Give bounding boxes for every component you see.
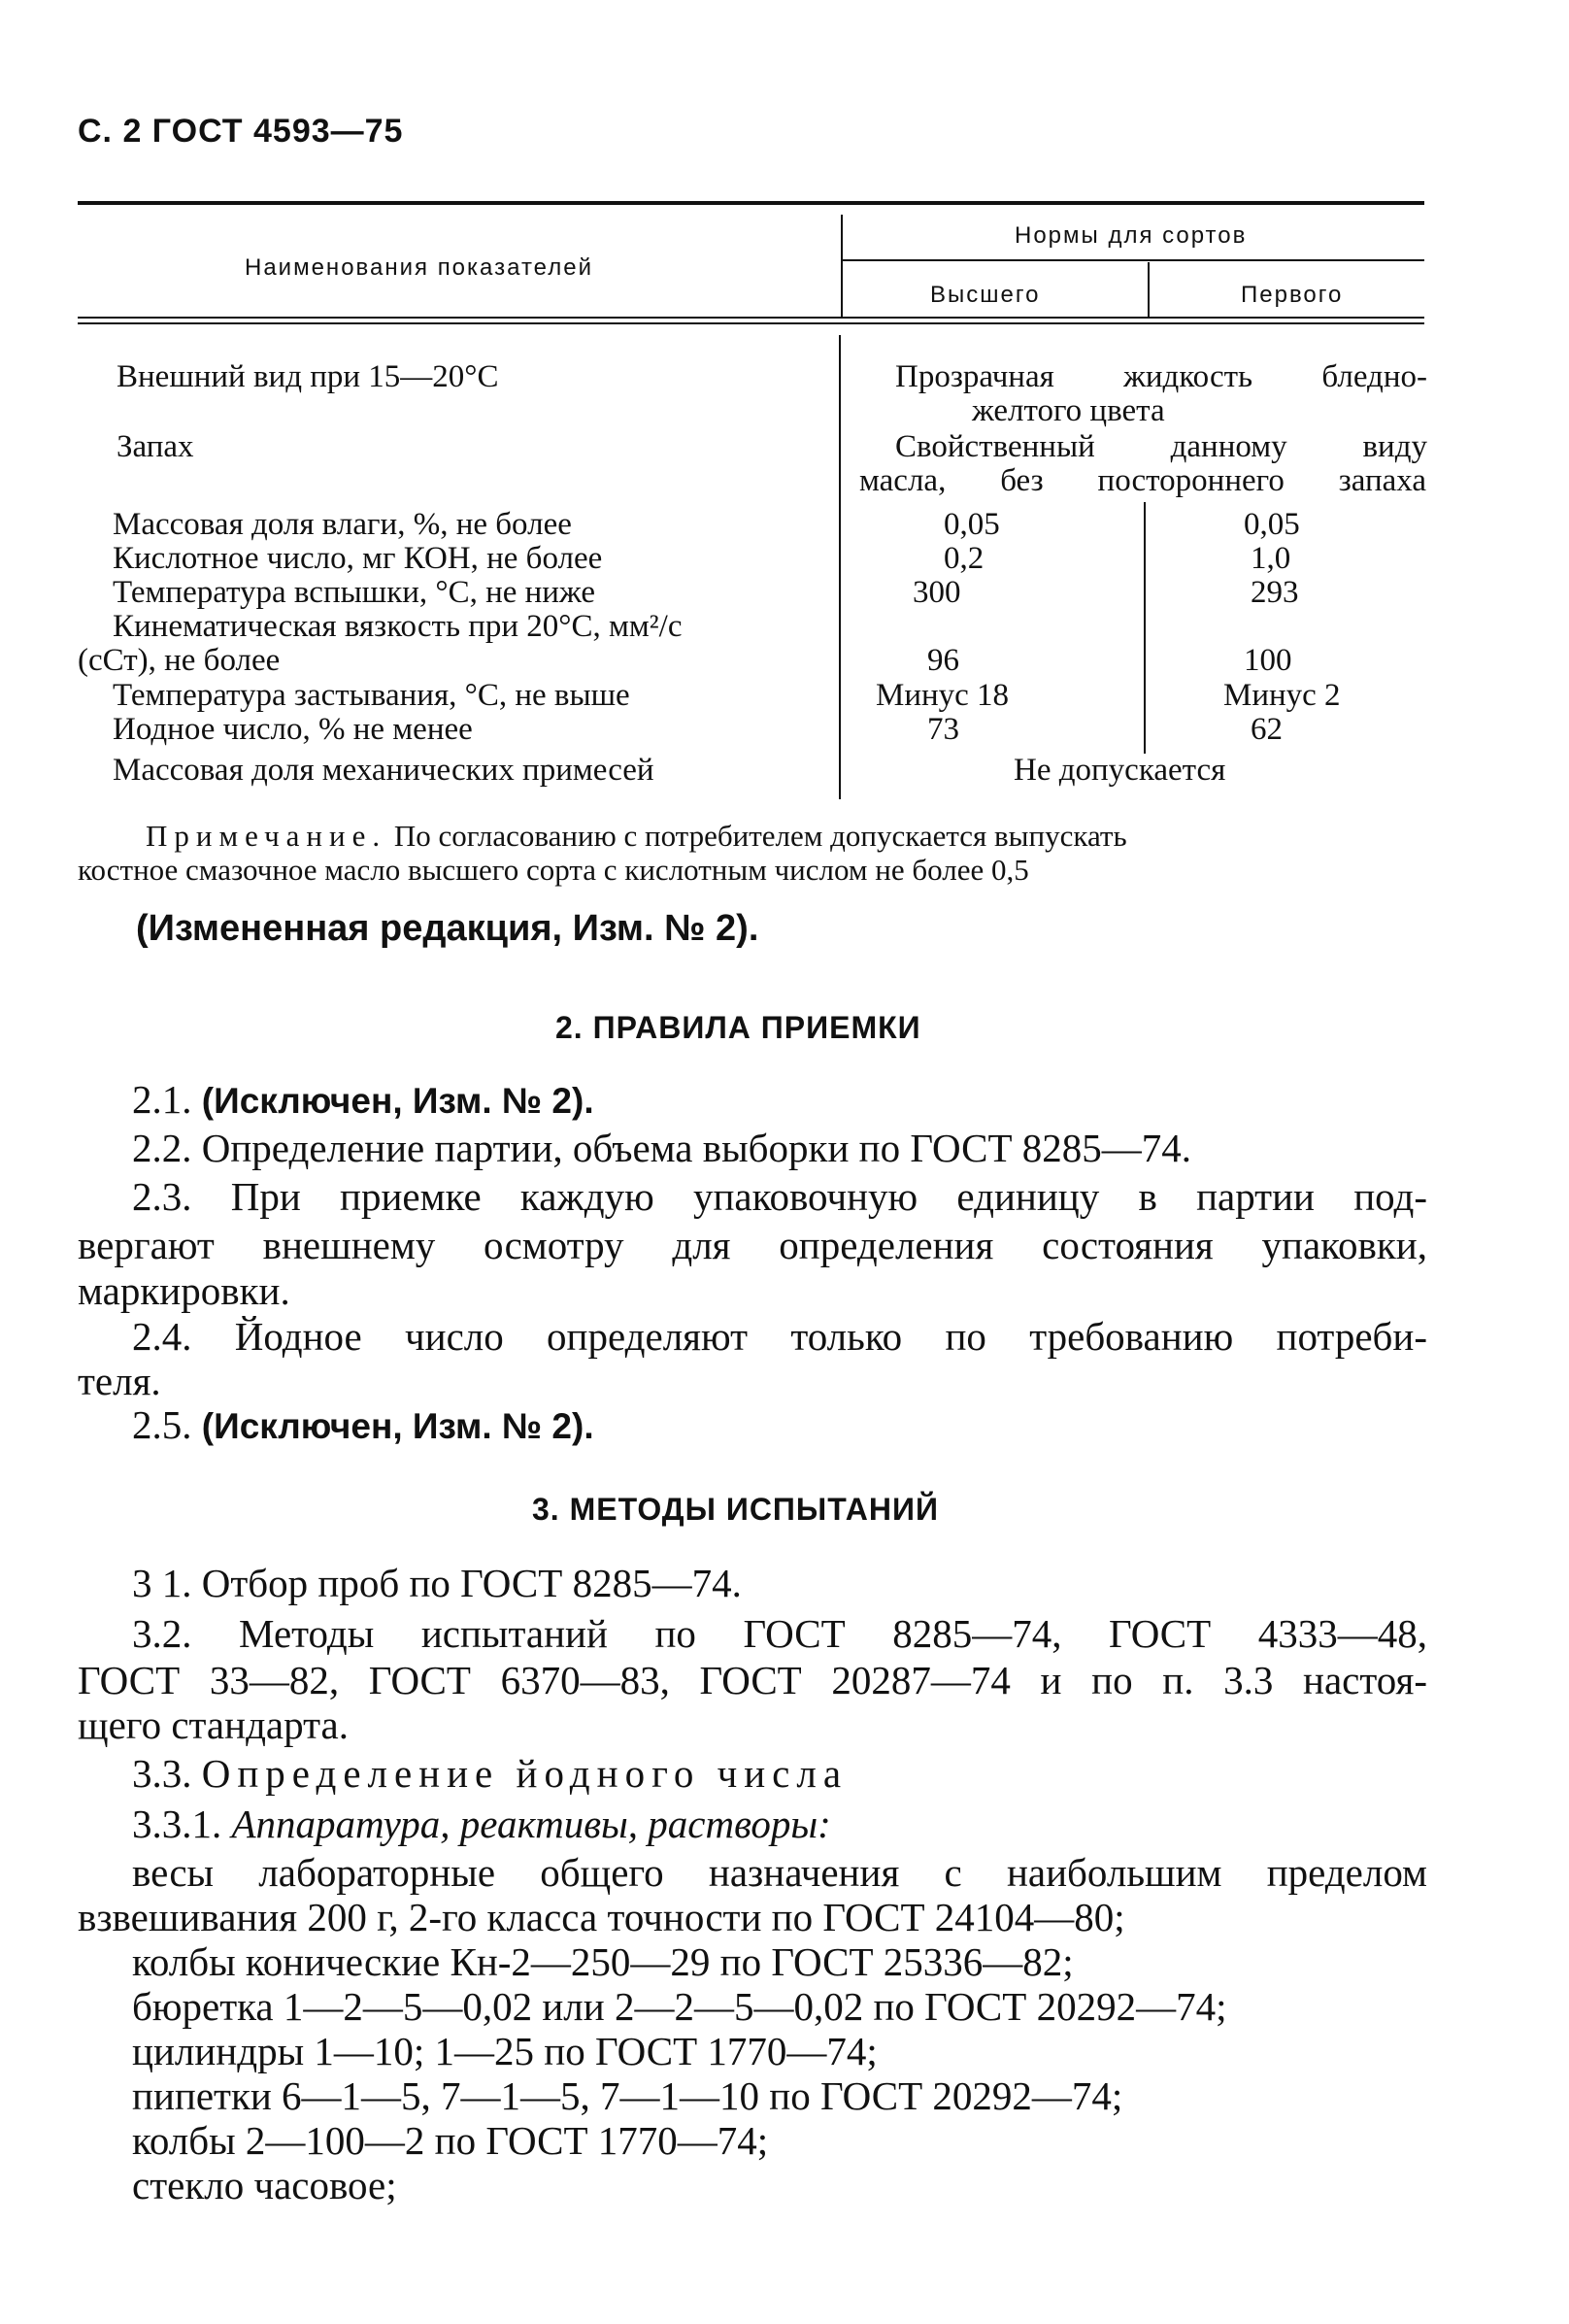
clause-num: 3.3. xyxy=(132,1751,192,1796)
row-impurities-value: Не допускается xyxy=(1014,753,1226,788)
clause-3-2-line1: 3.2. Методы испытаний по ГОСТ 8285—74, ГОСТ 4333—48, xyxy=(132,1611,1427,1656)
row-odor-value-line1: Свойственный данному виду xyxy=(895,429,1427,464)
apparatus-item: бюретка 1—2—5—0,02 или 2—2—5—0,02 по ГОСТ 20292—74; xyxy=(132,1984,1227,2029)
clause-text: При приемке каждую упаковочную единицу в партии под- xyxy=(191,1174,1427,1219)
table-note-line2: костное смазочное масло высшего сорта с кислотным числом не более 0,5 xyxy=(78,853,1029,887)
row-viscosity-name: Кинематическая вязкость при 20°С, мм²/с xyxy=(113,609,683,644)
row-odor-name: Запах xyxy=(117,429,194,464)
row-moisture-high: 0,05 xyxy=(944,507,1000,542)
clause-2-3-line1 xyxy=(132,1171,1427,1222)
row-moisture-name: Массовая доля влаги, %, не более xyxy=(113,507,572,542)
running-header: С. 2 ГОСТ 4593—75 xyxy=(78,113,404,150)
row-pour-point-first: Минус 2 xyxy=(1223,678,1341,713)
row-viscosity-high: 96 xyxy=(927,643,959,678)
table-header-rule-2 xyxy=(78,322,1424,324)
row-odor-value-line2: масла, без постороннего запаха xyxy=(859,463,1426,498)
clause-num: 2.4. xyxy=(132,1314,192,1359)
clause-3-3-1 xyxy=(132,1799,831,1849)
clause-num: 2.5. xyxy=(132,1402,192,1447)
row-pour-point-high: Минус 18 xyxy=(876,678,1010,713)
row-appearance-value-line2: желтого цвета xyxy=(972,393,1165,428)
row-appearance-value-line1: Прозрачная жидкость бледно- xyxy=(895,359,1427,394)
clause-2-2 xyxy=(132,1123,1191,1173)
apparatus-item: пипетки 6—1—5, 7—1—5, 7—1—10 по ГОСТ 20292—74; xyxy=(132,2073,1123,2118)
apparatus-item: колбы конические Кн-2—250—29 по ГОСТ 25336—82; xyxy=(132,1939,1074,1984)
clause-3-3-title: Определение йодного числа xyxy=(201,1751,849,1796)
table-note-label: Примечание. xyxy=(146,819,387,853)
clause-2-4-line2: теля. xyxy=(78,1359,161,1403)
norms-subheader-rule xyxy=(842,259,1424,261)
row-moisture-first: 0,05 xyxy=(1244,507,1300,542)
row-flash-point-high: 300 xyxy=(913,575,961,610)
clause-text: Определение партии, объема выборки по ГОСТ 8285—74. xyxy=(191,1126,1192,1170)
table-note-line1 xyxy=(146,819,1427,854)
row-flash-point-first: 293 xyxy=(1251,575,1299,610)
section-2-title: 2. ПРАВИЛА ПРИЕМКИ xyxy=(555,1010,921,1045)
table-vline-sub-header xyxy=(1148,262,1150,318)
row-acid-number-name: Кислотное число, мг КОН, не более xyxy=(113,541,603,576)
row-flash-point-name: Температура вспышки, °С, не ниже xyxy=(113,575,595,610)
row-pour-point-name: Температура застывания, °С, не выше xyxy=(113,678,630,713)
row-acid-number-high: 0,2 xyxy=(944,541,985,576)
apparatus-item: стекло часовое; xyxy=(132,2163,397,2207)
clause-num: 2.2. xyxy=(132,1126,192,1170)
table-vline-sub-body xyxy=(1144,502,1146,754)
clause-text: (Исключен, Изм. № 2). xyxy=(191,1406,594,1446)
row-iodine-number-first: 62 xyxy=(1251,712,1283,747)
amendment-note: (Измененная редакция, Изм. № 2). xyxy=(136,908,759,949)
table-note-text: По согласованию с потребителем допускается выпускать xyxy=(386,819,1127,853)
col-first-header: Первого xyxy=(1241,282,1344,308)
clause-3-3 xyxy=(132,1748,848,1799)
table-header-rule xyxy=(78,317,1424,319)
apparatus-item: взвешивания 200 г, 2-го класса точности по ГОСТ 24104—80; xyxy=(78,1895,1125,1939)
row-iodine-number-name: Иодное число, % не менее xyxy=(113,712,473,747)
row-acid-number-first: 1,0 xyxy=(1251,541,1291,576)
apparatus-item: колбы 2—100—2 по ГОСТ 1770—74; xyxy=(132,2118,769,2163)
clause-num: 2.1. xyxy=(132,1077,192,1122)
clause-3-3-1-title: Аппаратура, реактивы, растворы: xyxy=(231,1802,831,1846)
clause-2-3-line3: маркировки. xyxy=(78,1268,290,1313)
table-vline-main-body xyxy=(839,335,841,799)
clause-2-5 xyxy=(132,1399,594,1452)
row-viscosity-cont-name: (сСт), не более xyxy=(78,643,281,678)
apparatus-item: цилиндры 1—10; 1—25 по ГОСТ 1770—74; xyxy=(132,2029,878,2073)
clause-num: 2.3. xyxy=(132,1174,192,1219)
apparatus-item: весы лабораторные общего назначения с наибольшим пределом xyxy=(132,1850,1427,1895)
row-iodine-number-high: 73 xyxy=(927,712,959,747)
table-vline-main-header xyxy=(841,215,843,318)
clause-2-3-line2: вергают внешнему осмотру для определения состояния упаковки, xyxy=(78,1223,1427,1267)
clause-2-4-line1 xyxy=(132,1311,1427,1362)
section-3-title: 3. МЕТОДЫ ИСПЫТАНИЙ xyxy=(532,1492,939,1527)
clause-3-2-line3: щего стандарта. xyxy=(78,1702,349,1747)
col-name-header: Наименования показателей xyxy=(245,254,593,281)
row-appearance-name: Внешний вид при 15—20°С xyxy=(117,359,499,394)
col-high-header: Высшего xyxy=(930,282,1041,308)
row-impurities-name: Массовая доля механических примесей xyxy=(113,753,654,788)
col-norms-header: Нормы для сортов xyxy=(1015,222,1248,249)
clause-3-2-line2: ГОСТ 33—82, ГОСТ 6370—83, ГОСТ 20287—74 и по п. 3.3 настоя- xyxy=(78,1658,1427,1702)
clause-num: 3.3.1. xyxy=(132,1802,222,1846)
clause-3-1: 3 1. Отбор проб по ГОСТ 8285—74. xyxy=(132,1561,742,1605)
clause-text: (Исключен, Изм. № 2). xyxy=(191,1081,594,1121)
row-viscosity-first: 100 xyxy=(1244,643,1292,678)
clause-text: Йодное число определяют только по требованию потреби- xyxy=(191,1314,1427,1359)
clause-2-1 xyxy=(132,1074,594,1127)
table-top-rule xyxy=(78,201,1424,205)
